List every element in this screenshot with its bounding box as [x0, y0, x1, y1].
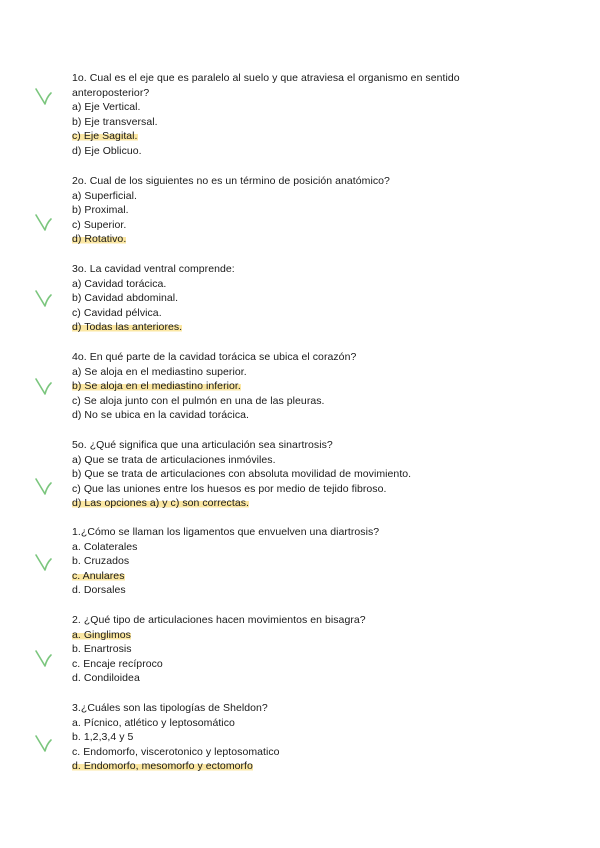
line-text: b. 1,2,3,4 y 5 [72, 731, 134, 744]
answer-option [72, 189, 472, 204]
answer-option [72, 86, 472, 101]
answer-option [72, 365, 472, 380]
answer-option [72, 642, 472, 657]
highlighted-answer [72, 232, 472, 247]
line-text: a) Cavidad torácica. [72, 277, 167, 290]
line-text: a. Colaterales [72, 540, 138, 553]
line-text: 5o. ¿Qué significa que una articulación sea sinartrosis? [72, 439, 333, 451]
question-block [72, 701, 472, 774]
line-text: c) Cavidad pélvica. [72, 306, 162, 319]
line-text: anteroposterior? [72, 86, 150, 99]
question-block [72, 438, 472, 511]
answer-option [72, 554, 472, 569]
question-text [72, 71, 472, 86]
highlighted-answer [72, 379, 472, 394]
question-text [72, 262, 472, 277]
line-text: a) Eje Vertical. [72, 101, 141, 114]
answer-option [72, 115, 472, 130]
highlighted-answer [72, 129, 472, 144]
answer-option [72, 453, 472, 468]
line-text: d) Las opciones a) y c) son correctas. [72, 497, 249, 510]
line-text: c) Superior. [72, 218, 127, 231]
answer-option [72, 482, 472, 497]
question-text [72, 174, 472, 189]
answer-option [72, 583, 472, 598]
check-mark-icon [34, 733, 56, 755]
line-text: c) Eje Sagital. [72, 130, 138, 143]
answer-option [72, 218, 472, 233]
answer-option [72, 730, 472, 745]
line-text: d) Rotativo. [72, 233, 127, 246]
line-text: a) Que se trata de articulaciones inmóviles. [72, 453, 276, 466]
line-text: 3.¿Cuáles son las tipologías de Sheldon? [72, 702, 268, 714]
line-text: 2o. Cual de los siguientes no es un término de posición anatómico? [72, 175, 390, 187]
highlighted-answer [72, 759, 472, 774]
question-block [72, 262, 472, 335]
question-text [72, 350, 472, 365]
line-text: c. Endomorfo, viscerotonico y leptosomatico [72, 745, 280, 758]
answer-option [72, 277, 472, 292]
line-text: 2. ¿Qué tipo de articulaciones hacen movimientos en bisagra? [72, 614, 366, 626]
line-text: c) Que las uniones entre los huesos es por medio de tejido fibroso. [72, 482, 387, 495]
answer-option [72, 671, 472, 686]
check-mark-icon [34, 86, 56, 108]
question-block [72, 525, 472, 598]
answer-option [72, 467, 472, 482]
line-text: a. Pícnico, atlético y leptosomático [72, 716, 235, 729]
highlighted-answer [72, 320, 472, 335]
question-block [72, 71, 472, 159]
line-text: b) Que se trata de articulaciones con absoluta movilidad de movimiento. [72, 468, 412, 481]
question-text [72, 701, 472, 716]
highlighted-answer [72, 496, 472, 511]
question-text [72, 613, 472, 628]
line-text: d) No se ubica en la cavidad torácica. [72, 409, 249, 422]
check-mark-icon [34, 288, 56, 310]
check-mark-icon [34, 376, 56, 398]
answer-option [72, 203, 472, 218]
question-block [72, 174, 472, 247]
answer-option [72, 306, 472, 321]
answer-option [72, 291, 472, 306]
line-text: d. Condiloidea [72, 672, 140, 685]
question-block [72, 613, 472, 686]
highlighted-answer [72, 628, 472, 643]
answer-option [72, 716, 472, 731]
answer-option [72, 540, 472, 555]
line-text: a) Se aloja en el mediastino superior. [72, 365, 247, 378]
line-text: 3o. La cavidad ventral comprende: [72, 263, 235, 275]
highlighted-answer [72, 569, 472, 584]
line-text: d. Dorsales [72, 584, 126, 597]
answer-option [72, 144, 472, 159]
line-text: 4o. En qué parte de la cavidad torácica se ubica el corazón? [72, 351, 357, 363]
check-mark-icon [34, 476, 56, 498]
question-text [72, 438, 472, 453]
answer-option [72, 100, 472, 115]
line-text: a) Superficial. [72, 189, 137, 202]
line-text: b. Enartrosis [72, 643, 132, 656]
check-mark-icon [34, 212, 56, 234]
check-mark-icon [34, 648, 56, 670]
answer-option [72, 657, 472, 672]
question-block [72, 350, 472, 423]
line-text: b) Proximal. [72, 204, 129, 217]
line-text: d) Eje Oblicuo. [72, 144, 142, 157]
check-mark-icon [34, 552, 56, 574]
line-text: 1o. Cual es el eje que es paralelo al suelo y que atraviesa el organismo en sentido [72, 72, 460, 84]
line-text: c. Anulares [72, 569, 125, 582]
line-text: 1.¿Cómo se llaman los ligamentos que envuelven una diartrosis? [72, 526, 380, 538]
line-text: c. Encaje recíproco [72, 657, 163, 670]
question-text [72, 525, 472, 540]
line-text: d. Endomorfo, mesomorfo y ectomorfo [72, 760, 253, 773]
line-text: b. Cruzados [72, 555, 130, 568]
line-text: d) Todas las anteriores. [72, 321, 183, 334]
line-text: b) Eje transversal. [72, 115, 158, 128]
answer-option [72, 394, 472, 409]
line-text: b) Se aloja en el mediastino inferior. [72, 380, 241, 393]
line-text: c) Se aloja junto con el pulmón en una de las pleuras. [72, 394, 325, 407]
answer-option [72, 408, 472, 423]
line-text: a. Ginglimos [72, 628, 131, 641]
answer-option [72, 745, 472, 760]
line-text: b) Cavidad abdominal. [72, 292, 179, 305]
